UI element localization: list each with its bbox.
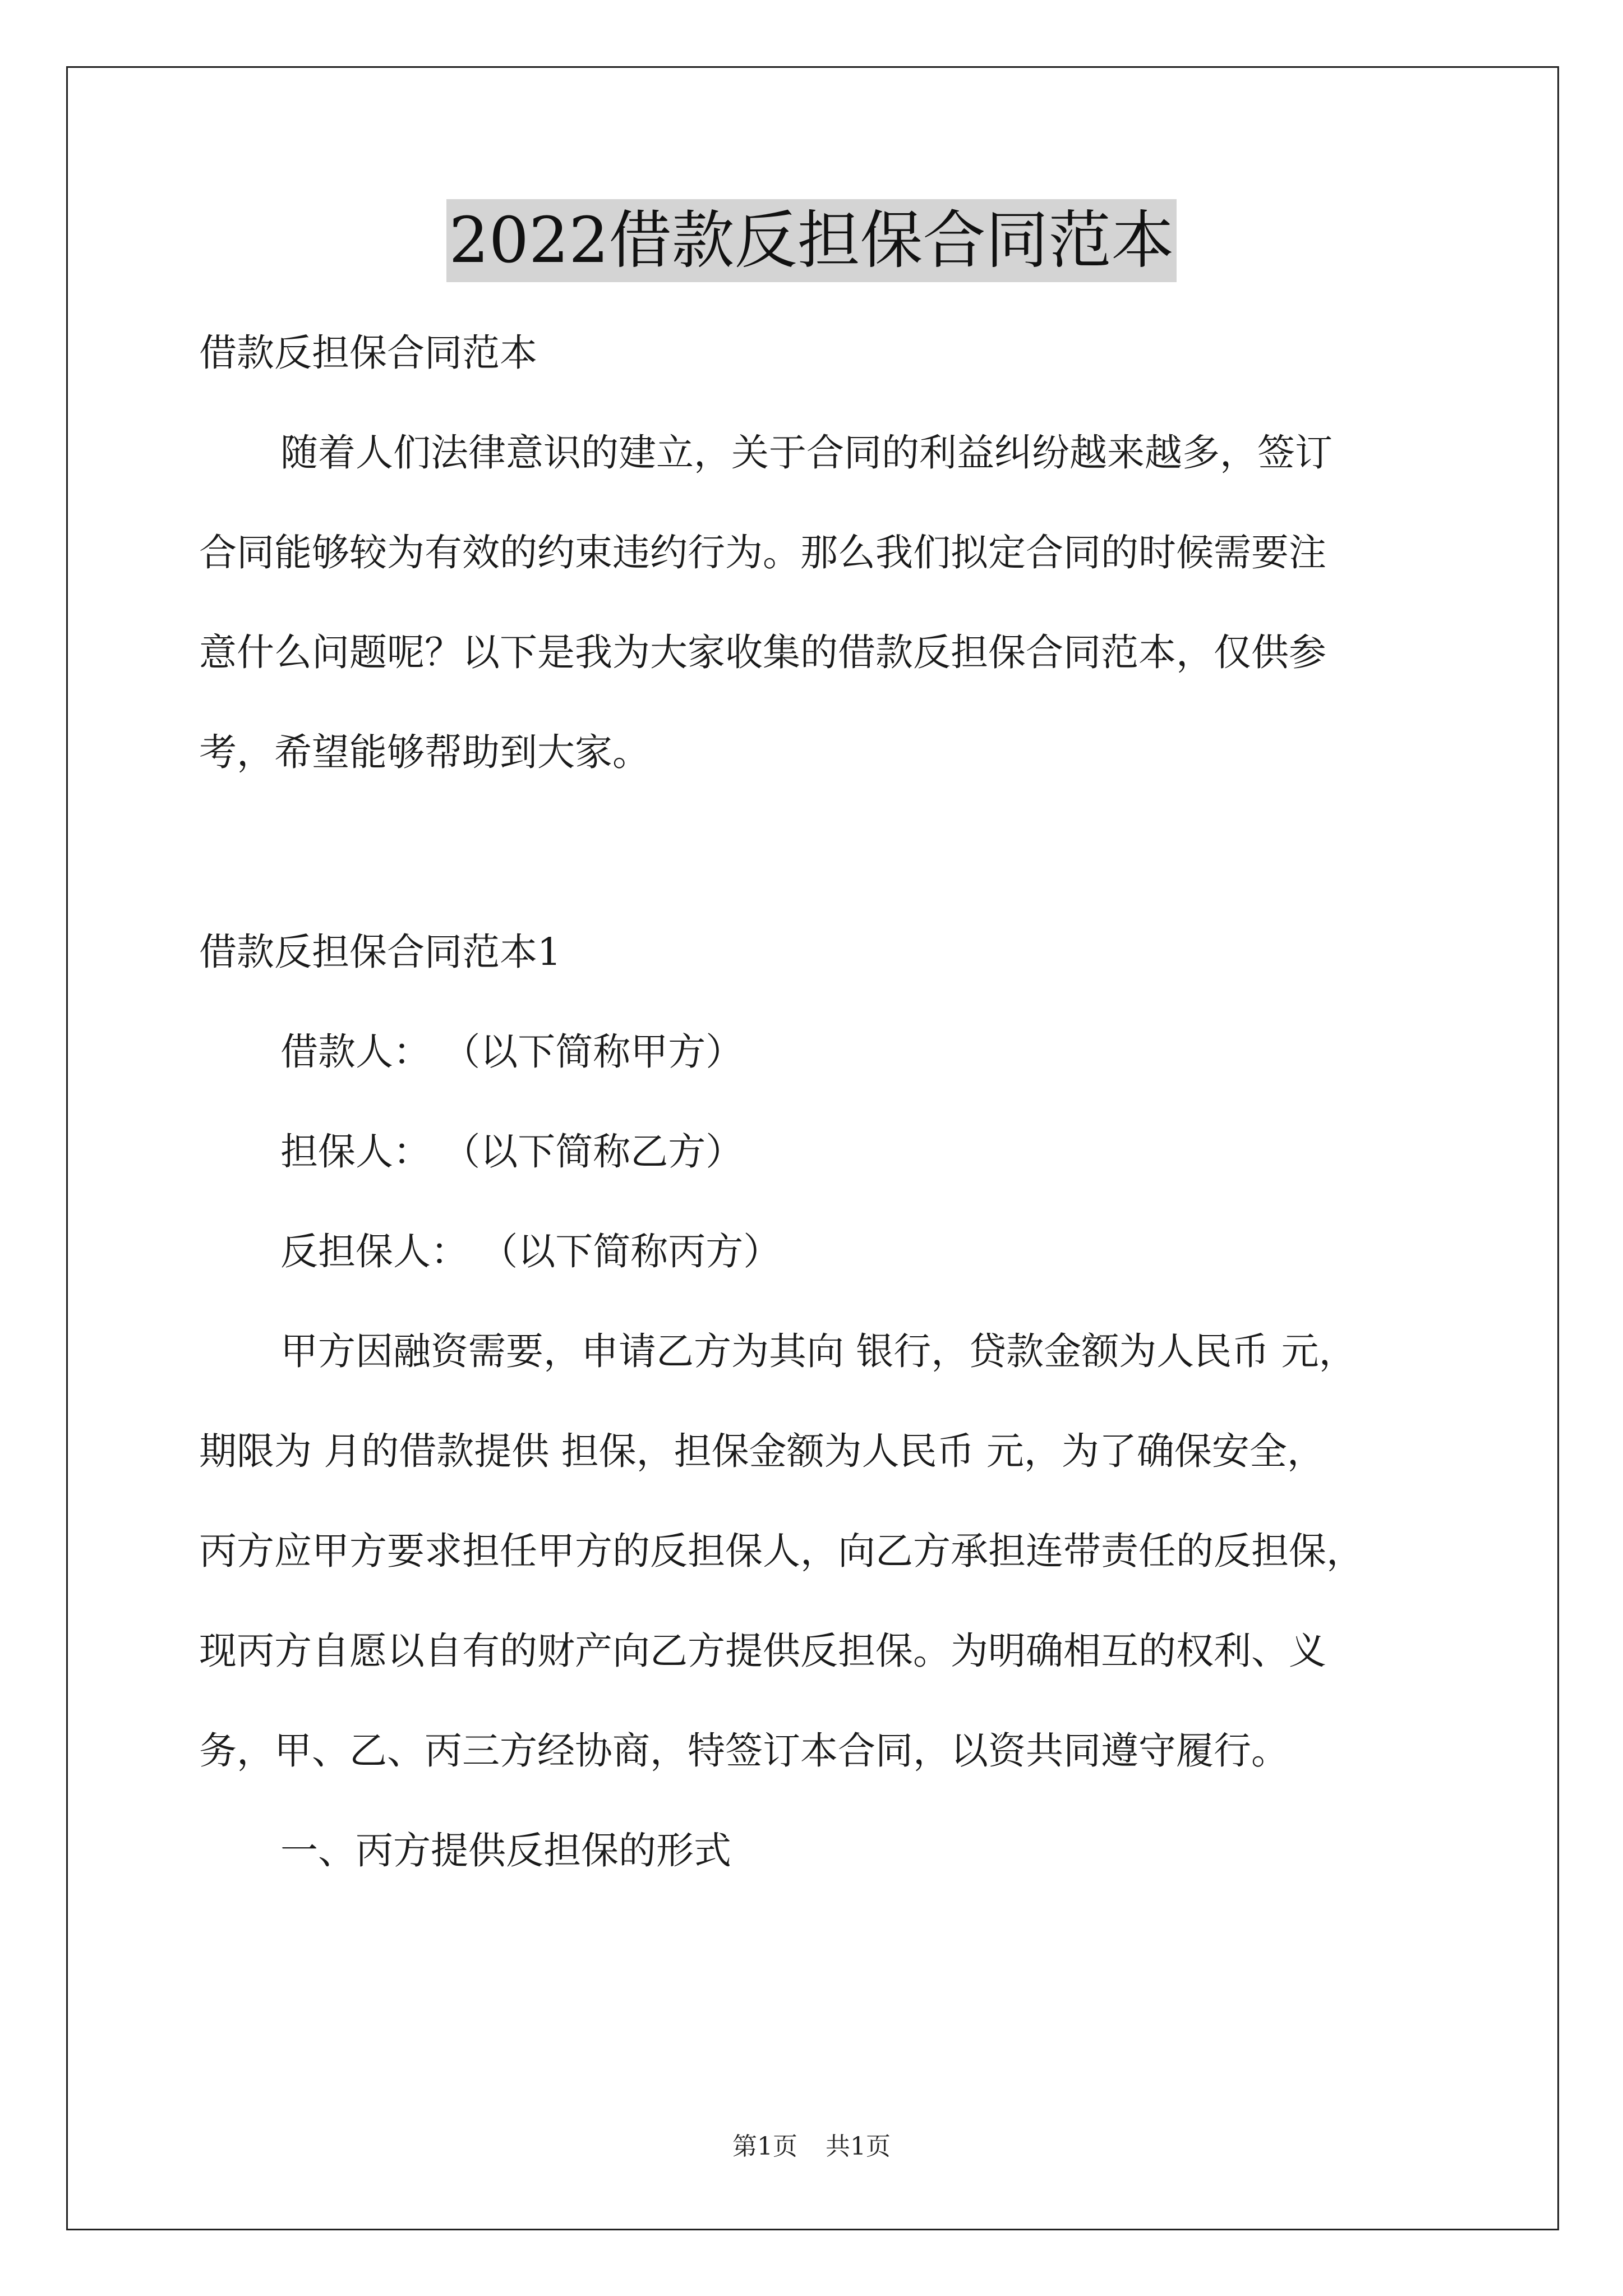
page-number-current: 第1页 (732, 2132, 797, 2161)
paragraph-line: 甲方因融资需要，申请乙方为其向 银行，贷款金额为人民币 元， (280, 1329, 1357, 1373)
clause-heading: 一、丙方提供反担保的形式 (280, 1829, 731, 1872)
party-counter-guarantor-line: 反担保人： （以下简称丙方） (280, 1230, 781, 1273)
document-body (199, 303, 1433, 1901)
paragraph-line: 考，希望能够帮助到大家。 (199, 730, 650, 774)
document-title: 2022借款反担保合同范本 (446, 199, 1176, 282)
paragraph-line: 合同能够较为有效的约束违约行为。那么我们拟定合同的时候需要注 (199, 531, 1326, 574)
blank-line (199, 802, 1433, 902)
paragraph-line: 现丙方自愿以自有的财产向乙方提供反担保。为明确相互的权利、义 (199, 1629, 1326, 1673)
section-heading: 借款反担保合同范本1 (199, 930, 561, 974)
paragraph-line: 期限为 月的借款提供 担保，担保金额为人民币 元，为了确保安全， (199, 1429, 1325, 1473)
title-container (0, 199, 1623, 282)
paragraph-line: 随着人们法律意识的建立，关于合同的利益纠纷越来越多，签订 (280, 431, 1332, 475)
paragraph-line: 务，甲、乙、丙三方经协商，特签订本合同，以资共同遵守履行。 (199, 1729, 1289, 1773)
section-heading: 借款反担保合同范本 (199, 331, 537, 375)
page-footer (0, 2126, 1623, 2162)
paragraph-line: 丙方应甲方要求担任甲方的反担保人，向乙方承担连带责任的反担保， (199, 1529, 1364, 1573)
party-borrower-line: 借款人： （以下简称甲方） (280, 1030, 744, 1074)
party-guarantor-line: 担保人： （以下简称乙方） (280, 1130, 744, 1174)
page-number-total: 共1页 (826, 2132, 891, 2161)
paragraph-line: 意什么问题呢？以下是我为大家收集的借款反担保合同范本，仅供参 (199, 631, 1326, 674)
